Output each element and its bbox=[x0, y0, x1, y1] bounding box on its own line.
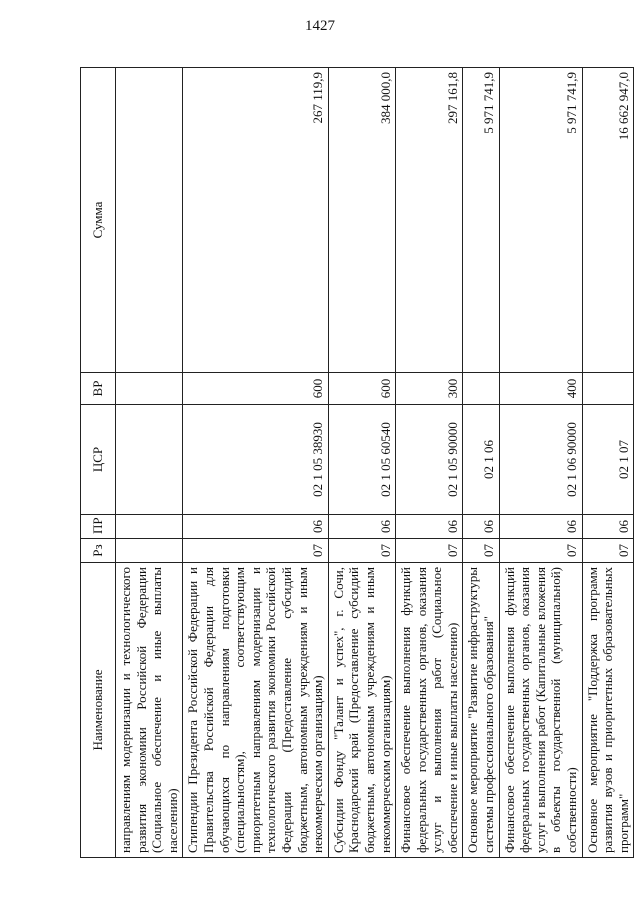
row-name: Основное мероприятие "Поддержка программ развития вузов и приоритетных образовательных программ" bbox=[582, 563, 634, 858]
table-row bbox=[396, 68, 463, 858]
row-vr: 600 bbox=[328, 373, 395, 405]
table-row bbox=[328, 68, 395, 858]
row-csr: 02 1 06 90000 bbox=[499, 405, 582, 515]
row-rz bbox=[116, 539, 183, 563]
row-name: направлениям модернизации и технологического развития экономики Российской Федерации (Социальное обеспечение и иные выплаты населению) bbox=[116, 563, 183, 858]
row-vr bbox=[582, 373, 634, 405]
row-pr bbox=[116, 515, 183, 539]
row-rz: 07 bbox=[396, 539, 463, 563]
header-vr: ВР bbox=[81, 373, 116, 405]
row-pr: 06 bbox=[396, 515, 463, 539]
row-csr: 02 1 05 90000 bbox=[396, 405, 463, 515]
row-rz: 07 bbox=[582, 539, 634, 563]
row-sum: 384 000,0 bbox=[328, 68, 395, 373]
row-sum: 5 971 741,9 bbox=[463, 68, 499, 373]
table-row bbox=[116, 68, 183, 858]
header-csr: ЦСР bbox=[81, 405, 116, 515]
row-name: Субсидии Фонду "Талант и успех", г. Сочи, Краснодарский край (Предоставление субсидий бюджетным, автономным учреждениям и иным некоммерческим организациям) bbox=[328, 563, 395, 858]
header-pr: ПР bbox=[81, 515, 116, 539]
row-vr bbox=[116, 373, 183, 405]
row-vr bbox=[463, 373, 499, 405]
row-name: Финансовое обеспечение выполнения функций федеральных государственных органов, оказания услуг и выполнения работ (Социальное обеспечение и иные выплаты населению) bbox=[396, 563, 463, 858]
row-csr bbox=[116, 405, 183, 515]
budget-table bbox=[80, 67, 634, 858]
table-row bbox=[183, 68, 328, 858]
row-vr: 600 bbox=[183, 373, 328, 405]
table-row bbox=[499, 68, 582, 858]
row-vr: 400 bbox=[499, 373, 582, 405]
table-row bbox=[463, 68, 499, 858]
row-csr: 02 1 06 bbox=[463, 405, 499, 515]
header-sum: Сумма bbox=[81, 68, 116, 373]
row-pr: 06 bbox=[499, 515, 582, 539]
row-sum: 5 971 741,9 bbox=[499, 68, 582, 373]
row-pr: 06 bbox=[328, 515, 395, 539]
row-sum bbox=[116, 68, 183, 373]
header-name: Наименование bbox=[81, 563, 116, 858]
row-rz: 07 bbox=[499, 539, 582, 563]
row-csr: 02 1 07 bbox=[582, 405, 634, 515]
row-sum: 16 662 947,0 bbox=[582, 68, 634, 373]
header-rz: Рз bbox=[81, 539, 116, 563]
row-name: Стипендии Президента Российской Федерации и Правительства Российской Федерации для обучающихся по направлениям подготовки (специальностям), соответствующим приоритетным направлениям модернизации и технологического развития экономики Российской Федерации (Предоставление субсидий бюджетным, автономным учреждениям и иным некоммерческим организациям) bbox=[183, 563, 328, 858]
row-name: Основное мероприятие "Развитие инфраструктуры системы профессионального образования" bbox=[463, 563, 499, 858]
row-csr: 02 1 05 60540 bbox=[328, 405, 395, 515]
row-csr: 02 1 05 38930 bbox=[183, 405, 328, 515]
row-sum: 267 119,9 bbox=[183, 68, 328, 373]
row-sum: 297 161,8 bbox=[396, 68, 463, 373]
table-row bbox=[582, 68, 634, 858]
row-rz: 07 bbox=[328, 539, 395, 563]
page-number: 1427 bbox=[305, 18, 335, 34]
row-name: Финансовое обеспечение выполнения функций федеральных государственных органов, оказания услуг и выполнения работ (Капитальные вложения в объекты государственной (муниципальной) собственности) bbox=[499, 563, 582, 858]
row-rz: 07 bbox=[463, 539, 499, 563]
row-pr: 06 bbox=[183, 515, 328, 539]
row-pr: 06 bbox=[582, 515, 634, 539]
row-vr: 300 bbox=[396, 373, 463, 405]
table-header-row bbox=[81, 68, 116, 858]
row-rz: 07 bbox=[183, 539, 328, 563]
row-pr: 06 bbox=[463, 515, 499, 539]
rotated-table-container bbox=[80, 68, 631, 858]
